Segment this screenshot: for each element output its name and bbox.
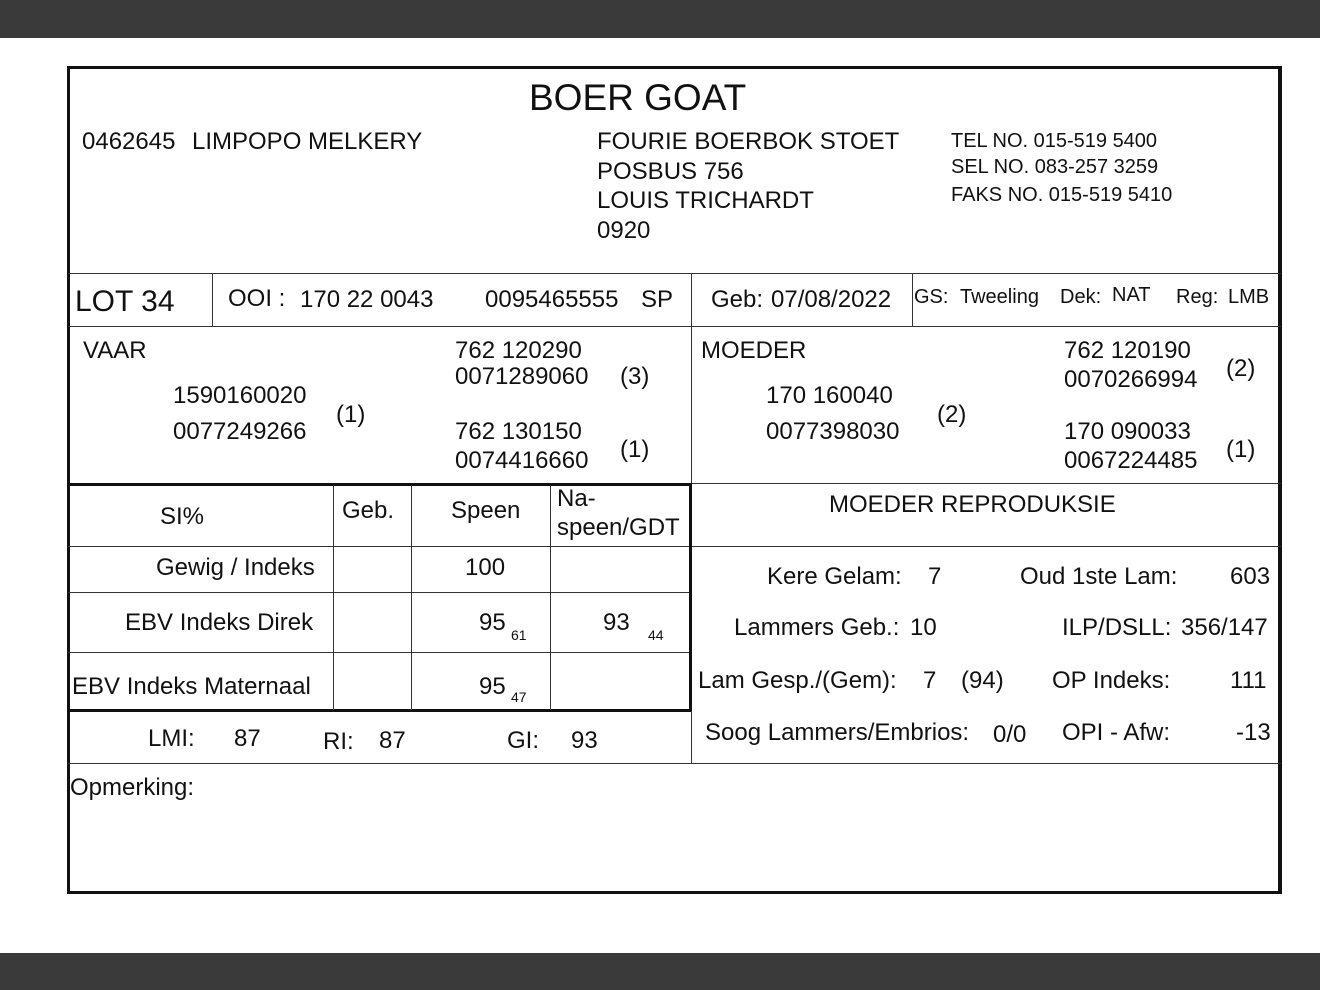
reg-value: LMB bbox=[1228, 286, 1270, 308]
lammers-geb-label: Lammers Geb.: bbox=[734, 614, 900, 641]
vaar-sire-line1: 762 120290 bbox=[455, 337, 582, 364]
ri-value: 87 bbox=[379, 727, 406, 754]
divider-repro-header bbox=[691, 546, 1281, 547]
moeder-sire-line1: 762 120190 bbox=[1064, 337, 1191, 364]
contact-faks: FAKS NO. 015-519 5410 bbox=[951, 184, 1173, 206]
lammers-geb-value: 10 bbox=[910, 614, 937, 641]
speen-header: Speen bbox=[451, 497, 521, 524]
divider-si-col3 bbox=[550, 485, 551, 710]
kere-gelam-label: Kere Gelam: bbox=[767, 563, 902, 590]
row-direk-label: EBV Indeks Direk bbox=[125, 609, 314, 636]
reg-label: Reg: bbox=[1176, 286, 1219, 308]
vaar-count: (1) bbox=[336, 401, 366, 428]
naspeen-header-1: Na- bbox=[557, 485, 596, 512]
row-direk-speen-sub: 61 bbox=[511, 627, 527, 643]
divider-row3 bbox=[68, 709, 691, 712]
divider-si-header bbox=[68, 546, 691, 547]
moeder-dam-line1: 170 090033 bbox=[1064, 418, 1191, 445]
row-gewig-label: Gewig / Indeks bbox=[156, 554, 315, 581]
top-dark-bar bbox=[0, 0, 1320, 38]
ooi-label: OOI : bbox=[228, 285, 286, 312]
oud-label: Oud 1ste Lam: bbox=[1020, 563, 1178, 590]
gi-label: GI: bbox=[507, 727, 540, 754]
row-maternaal-speen: 95 bbox=[479, 673, 506, 700]
divider-lot-vertical bbox=[212, 274, 213, 326]
geb-date: 07/08/2022 bbox=[771, 286, 892, 313]
seller-line4: 0920 bbox=[597, 217, 651, 244]
vaar-dam-line2: 0074416660 bbox=[455, 447, 589, 474]
divider-header bbox=[68, 273, 1281, 274]
row-direk-speen: 95 bbox=[479, 609, 506, 636]
moeder-line2: 0077398030 bbox=[766, 418, 900, 445]
gi-value: 93 bbox=[571, 727, 598, 754]
vaar-dam-line1: 762 130150 bbox=[455, 418, 582, 445]
row-gewig-speen: 100 bbox=[465, 554, 506, 581]
seller-line1: FOURIE BOERBOK STOET bbox=[597, 128, 900, 155]
gs-label: GS: bbox=[914, 286, 949, 308]
vaar-label: VAAR bbox=[83, 337, 147, 364]
row-direk-naspeen-sub: 44 bbox=[648, 627, 664, 643]
row-maternaal-speen-sub: 47 bbox=[511, 689, 527, 705]
vaar-line1: 1590160020 bbox=[173, 382, 307, 409]
lam-gesp-value: 7 bbox=[923, 667, 937, 694]
vaar-sire-line2: 0071289060 bbox=[455, 363, 589, 390]
animal-sp: SP bbox=[641, 286, 674, 313]
lam-gesp-gem: (94) bbox=[961, 667, 1004, 694]
vaar-sire-count: (3) bbox=[620, 363, 650, 390]
moeder-sire-count: (2) bbox=[1226, 355, 1256, 382]
contact-sel: SEL NO. 083-257 3259 bbox=[951, 156, 1159, 178]
divider-geb-vertical bbox=[912, 274, 913, 326]
op-label: OP Indeks: bbox=[1052, 667, 1171, 694]
ilp-label: ILP/DSLL: bbox=[1062, 614, 1172, 641]
row-maternaal-label: EBV Indeks Maternaal bbox=[72, 673, 311, 700]
geb-label: Geb: bbox=[711, 286, 764, 313]
lmi-value: 87 bbox=[234, 725, 261, 752]
ooi-number: 170 22 0043 bbox=[300, 286, 434, 313]
seller-line3: LOUIS TRICHARDT bbox=[597, 187, 814, 214]
gs-value: Tweeling bbox=[960, 286, 1039, 308]
divider-pedigree-right bbox=[691, 483, 1281, 484]
divider-pedigree-left bbox=[68, 483, 691, 486]
si-table-right-border bbox=[689, 483, 692, 711]
row-direk-naspeen: 93 bbox=[603, 609, 630, 636]
moeder-dam-count: (1) bbox=[1226, 436, 1256, 463]
si-header: SI% bbox=[160, 503, 205, 530]
soog-label: Soog Lammers/Embrios: bbox=[705, 719, 970, 746]
contact-tel: TEL NO. 015-519 5400 bbox=[951, 130, 1158, 152]
divider-indices bbox=[68, 763, 1281, 764]
dek-value: NAT bbox=[1112, 284, 1151, 306]
buyer-id: 0462645 bbox=[82, 128, 176, 155]
soog-value: 0/0 bbox=[993, 721, 1027, 748]
moeder-label: MOEDER bbox=[701, 337, 807, 364]
opi-value: -13 bbox=[1236, 719, 1271, 746]
kere-gelam-value: 7 bbox=[928, 563, 942, 590]
ilp-value: 356/147 bbox=[1181, 614, 1268, 641]
opi-label: OPI - Afw: bbox=[1062, 719, 1171, 746]
dek-label: Dek: bbox=[1060, 286, 1102, 308]
lam-gesp-label: Lam Gesp./(Gem): bbox=[698, 667, 897, 694]
bottom-dark-bar bbox=[0, 953, 1320, 990]
divider-si-col2 bbox=[411, 485, 412, 710]
divider-row1 bbox=[68, 592, 691, 593]
naspeen-header-2: speen/GDT bbox=[557, 514, 680, 541]
vaar-dam-count: (1) bbox=[620, 436, 650, 463]
buyer-name: LIMPOPO MELKERY bbox=[192, 128, 423, 155]
page-title: BOER GOAT bbox=[529, 77, 747, 118]
lot-number: LOT 34 bbox=[75, 285, 175, 318]
moeder-count: (2) bbox=[937, 401, 967, 428]
divider-lot bbox=[68, 326, 1281, 327]
op-value: 111 bbox=[1230, 667, 1267, 694]
repro-title: MOEDER REPRODUKSIE bbox=[829, 491, 1116, 518]
moeder-line1: 170 160040 bbox=[766, 382, 893, 409]
opmerking-label: Opmerking: bbox=[70, 774, 195, 801]
divider-si-col1 bbox=[333, 485, 334, 710]
divider-row2 bbox=[68, 652, 691, 653]
seller-line2: POSBUS 756 bbox=[597, 158, 744, 185]
lmi-label: LMI: bbox=[148, 725, 195, 752]
moeder-sire-line2: 0070266994 bbox=[1064, 366, 1198, 393]
moeder-dam-line2: 0067224485 bbox=[1064, 447, 1198, 474]
ri-label: RI: bbox=[323, 728, 354, 755]
geb-header: Geb. bbox=[342, 497, 395, 524]
animal-id: 0095465555 bbox=[485, 286, 619, 313]
oud-value: 603 bbox=[1230, 563, 1271, 590]
vaar-line2: 0077249266 bbox=[173, 418, 307, 445]
